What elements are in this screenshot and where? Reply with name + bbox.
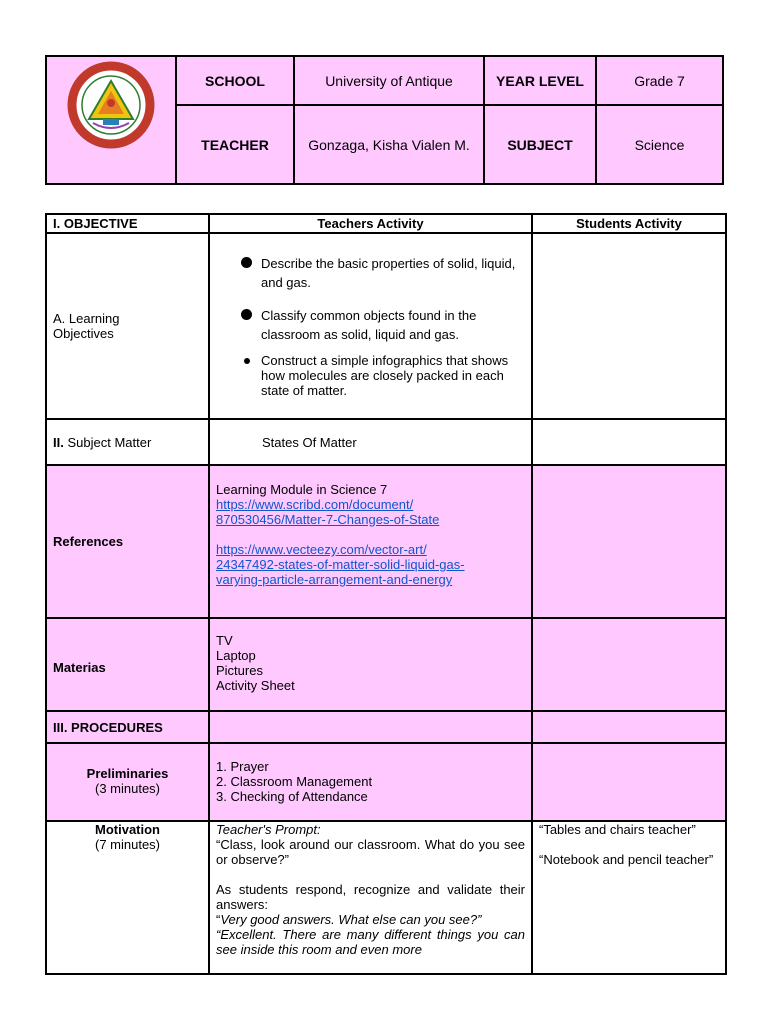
references-cell	[209, 465, 532, 618]
material-item: Activity Sheet	[216, 678, 295, 693]
preliminaries-label: Preliminaries	[86, 766, 169, 781]
procedures-teacher-cell	[209, 711, 532, 743]
respond-text: As students respond, recognize and validate their answers:	[216, 882, 525, 912]
objective-item: Describe the basic properties of solid, liquid, and gas.	[216, 254, 525, 292]
material-item: Pictures	[216, 663, 263, 678]
year-level-label: YEAR LEVEL	[484, 56, 596, 105]
procedures-label: III. PROCEDURES	[46, 711, 209, 743]
objective-item: Classify common objects found in the classroom as solid, liquid and gas.	[216, 306, 525, 344]
header-table	[45, 55, 724, 185]
motivation-label-cell	[46, 821, 209, 974]
quote-2: “Excellent. There are many different things you can see inside this room and even more	[216, 927, 525, 957]
preliminary-item: 2. Classroom Management	[216, 774, 373, 789]
students-subject-cell	[532, 419, 726, 465]
teachers-activity-header: Teachers Activity	[209, 214, 532, 233]
objective-item: Construct a simple infographics that shows how molecules are closely packed in each state of matter.	[216, 353, 525, 398]
vecteezy-link[interactable]: https://www.vecteezy.com/vector-art/ 24347492-states-of-matter-solid-liquid-gas- varying-particle-arrangement-and-energy	[216, 542, 465, 587]
subject-matter-label: II. Subject Matter	[46, 419, 209, 465]
materials-label: Materias	[46, 618, 209, 711]
learning-objectives-label-line1: A. Learning	[53, 311, 120, 326]
teacher-value: Gonzaga, Kisha Vialen M.	[294, 105, 484, 184]
learning-objectives-cell	[209, 233, 532, 419]
preliminary-item: 3. Checking of Attendance	[216, 789, 368, 804]
procedures-student-cell	[532, 711, 726, 743]
bullet-icon	[244, 358, 250, 364]
teacher-label: TEACHER	[176, 105, 294, 184]
material-item: TV	[216, 633, 233, 648]
subject-label: SUBJECT	[484, 105, 596, 184]
material-item: Laptop	[216, 648, 256, 663]
year-level-value: Grade 7	[596, 56, 723, 105]
bullet-icon	[241, 309, 252, 320]
subject-matter-value: States Of Matter	[209, 419, 532, 465]
subject-value: Science	[596, 105, 723, 184]
students-references-cell	[532, 465, 726, 618]
scribd-link[interactable]: https://www.scribd.com/document/ 870530456/Matter-7-Changes-of-State	[216, 497, 440, 527]
module-reference: Learning Module in Science 7	[216, 482, 388, 497]
motivation-label: Motivation	[95, 822, 160, 837]
preliminary-item: 1. Prayer	[216, 759, 269, 774]
motivation-duration: (7 minutes)	[94, 837, 161, 852]
students-preliminaries-cell	[532, 743, 726, 821]
preliminaries-label-cell	[46, 743, 209, 821]
quote-1: “Very good answers. What else can you see?”	[216, 912, 482, 927]
preliminaries-cell	[209, 743, 532, 821]
learning-objectives-label	[46, 233, 209, 419]
student-response: “Tables and chairs teacher”	[539, 822, 696, 837]
student-response: “Notebook and pencil teacher”	[539, 852, 714, 867]
learning-objectives-label-line2: Objectives	[53, 326, 114, 341]
students-activity-header: Students Activity	[532, 214, 726, 233]
lesson-plan-table	[45, 213, 727, 975]
students-materials-cell	[532, 618, 726, 711]
objectives-list	[216, 254, 525, 398]
university-seal-logo	[67, 61, 155, 149]
school-label: SCHOOL	[176, 56, 294, 105]
objective-header: I. OBJECTIVE	[46, 214, 209, 233]
materials-cell	[209, 618, 532, 711]
students-motivation-cell	[532, 821, 726, 974]
bullet-icon	[241, 257, 252, 268]
students-objectives-cell	[532, 233, 726, 419]
school-value: University of Antique	[294, 56, 484, 105]
logo-cell	[46, 56, 176, 184]
teacher-prompt-label: Teacher's Prompt:	[216, 822, 321, 837]
references-label: References	[46, 465, 209, 618]
motivation-cell	[209, 821, 532, 974]
teacher-prompt-text: “Class, look around our classroom. What do you see or observe?”	[216, 837, 525, 867]
preliminaries-duration: (3 minutes)	[94, 781, 161, 796]
